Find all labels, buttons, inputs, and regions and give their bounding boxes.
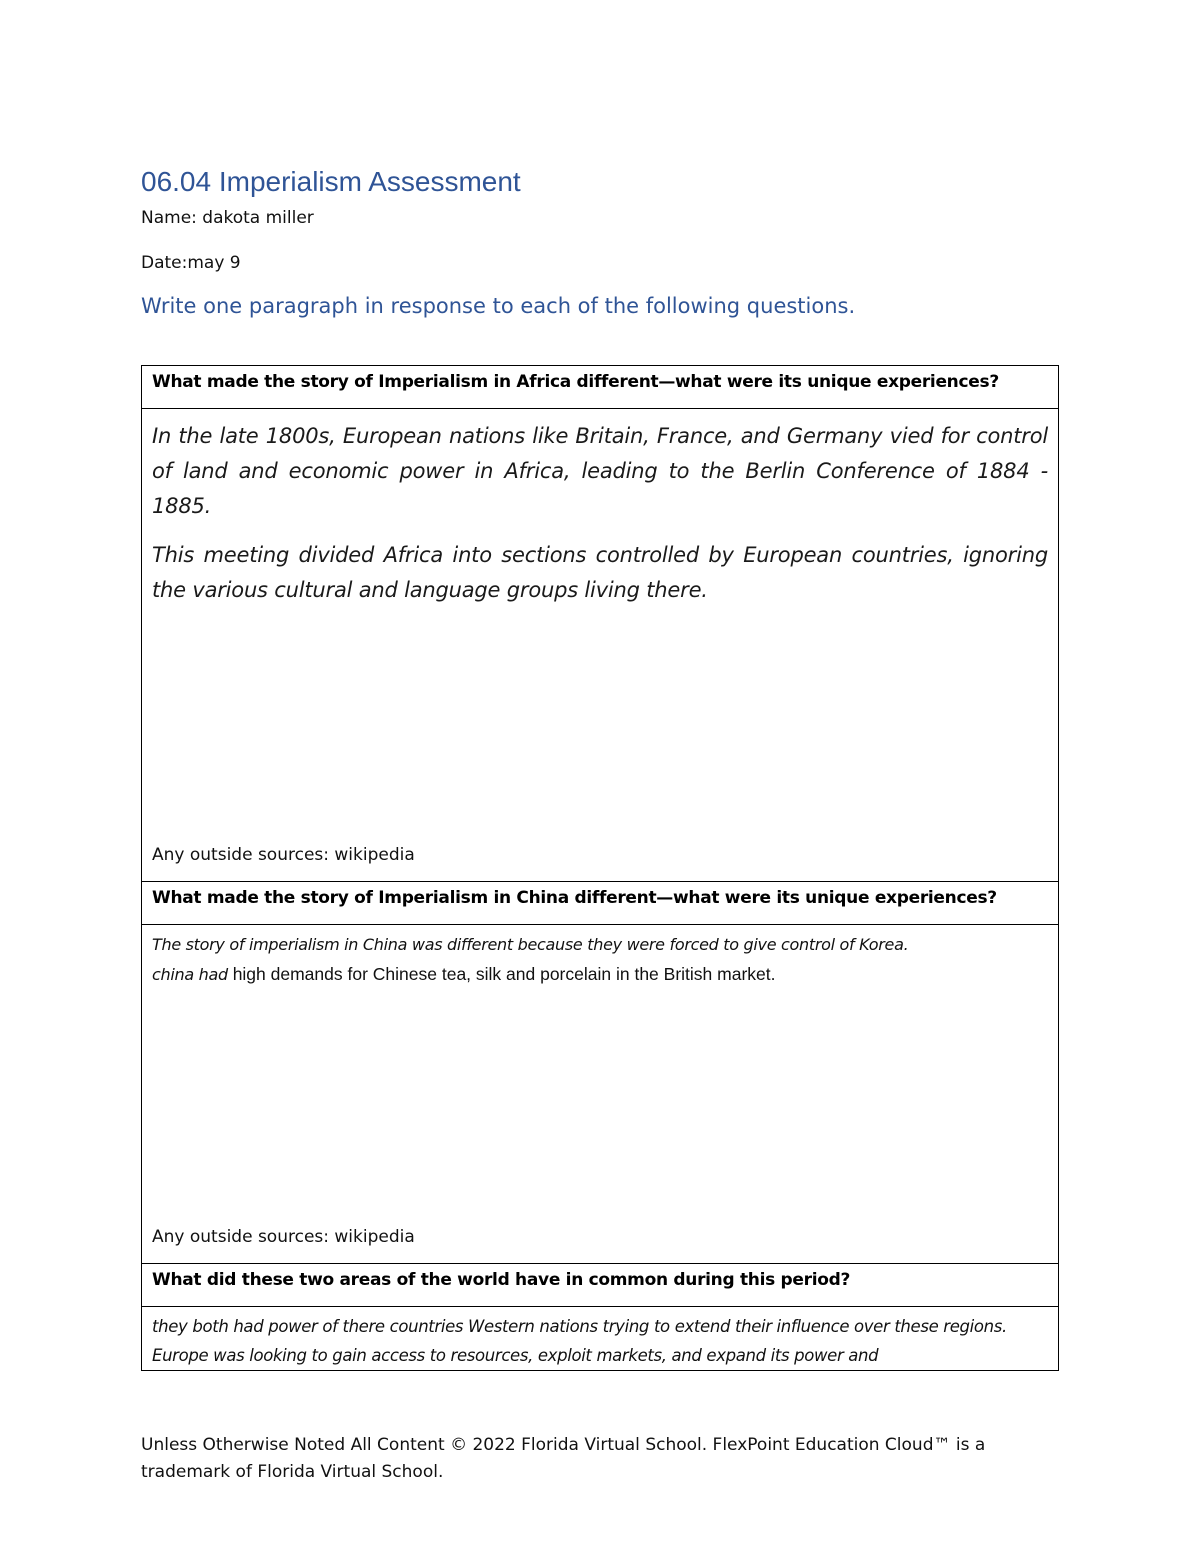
- answer-china-paragraph: [152, 925, 1048, 990]
- answer-africa-paragraph-2: This meeting divided Africa into sections controlled by European countries, ignoring the various cultural and language groups living there.: [152, 543, 1048, 602]
- question-common: What did these two areas of the world have in common during this period?: [142, 1264, 1059, 1307]
- answer-china-cell[interactable]: [142, 925, 1059, 1264]
- answer-common-paragraph: they both had power of there countries Western nations trying to extend their influence over these regions. Europe was looking to gain access to resources, exploit markets, and expand its power and: [152, 1317, 1007, 1365]
- answer-china-line-1: The story of imperialism in China was different because they were forced to give control of Korea.: [152, 935, 909, 954]
- question-africa: What made the story of Imperialism in Africa different—what were its unique experiences?: [142, 366, 1059, 409]
- sources-china: Any outside sources: wikipedia: [152, 1227, 415, 1247]
- answer-china-italic-lead: china had: [152, 965, 228, 984]
- answer-africa-paragraph-1: In the late 1800s, European nations like Britain, France, and Germany vied for control of land and economic power in Africa, leading to the Berlin Conference of 1884 - 1885.: [152, 424, 1048, 518]
- instructions: Write one paragraph in response to each of the following questions.: [141, 294, 856, 318]
- question-china: What made the story of Imperialism in China different—what were its unique experiences?: [142, 882, 1059, 925]
- copyright-footer: Unless Otherwise Noted All Content © 2022 Florida Virtual School. FlexPoint Education Cloud™ is a trademark of Florida Virtual School.: [141, 1435, 986, 1482]
- student-name: Name: dakota miller: [141, 208, 314, 228]
- answer-africa-cell[interactable]: [142, 409, 1059, 882]
- sources-africa: Any outside sources: wikipedia: [152, 845, 415, 865]
- questions-table: [141, 365, 1059, 1371]
- assessment-date: Date:may 9: [141, 253, 241, 273]
- document-title: 06.04 Imperialism Assessment: [141, 166, 521, 197]
- answer-common-cell[interactable]: [142, 1307, 1059, 1371]
- answer-china-continuation: high demands for Chinese tea, silk and porcelain in the British market.: [227, 964, 776, 984]
